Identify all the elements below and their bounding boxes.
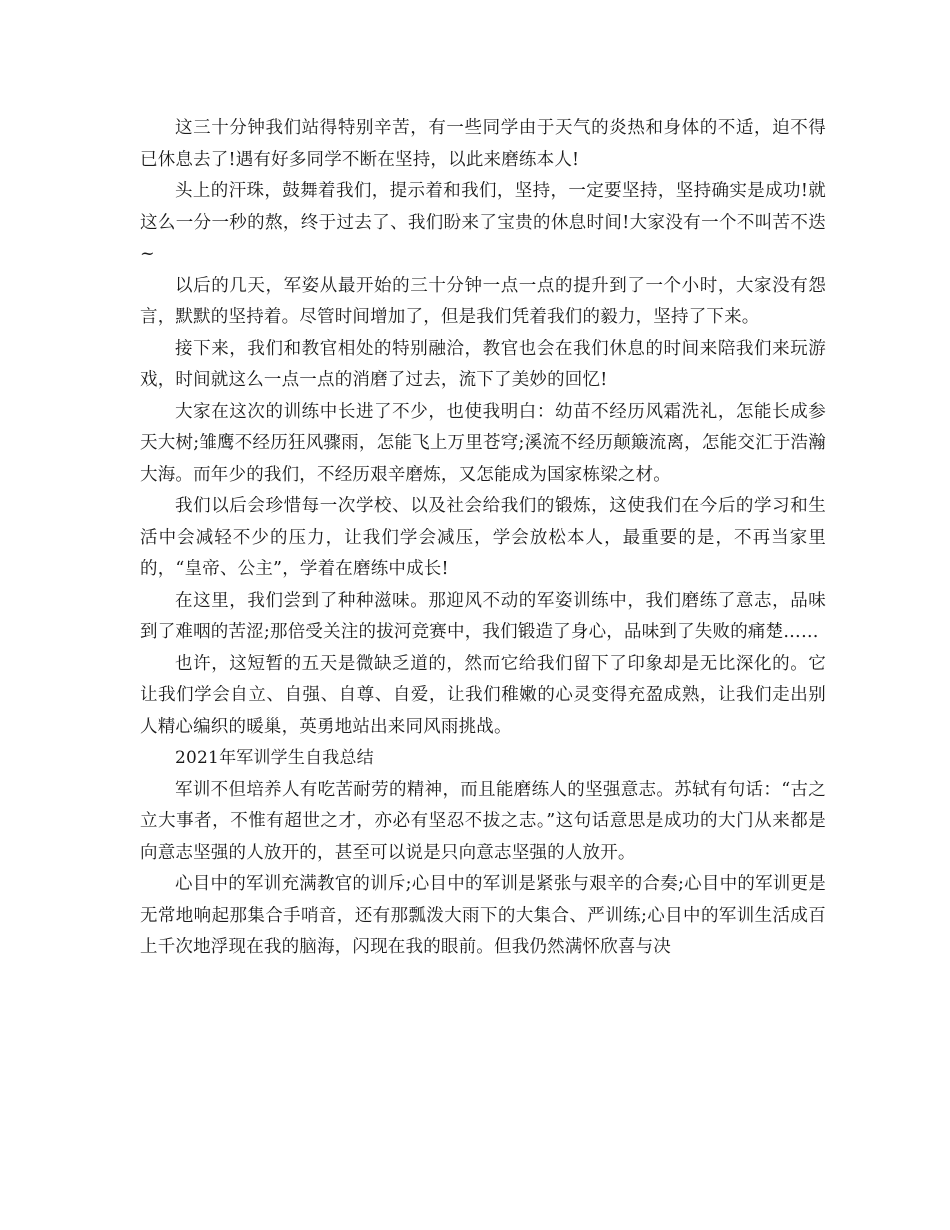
paragraph: 心目中的军训充满教官的训斥;心目中的军训是紧张与艰辛的合奏;心目中的军训更是无常地响起那集合手哨音，还有那瓢泼大雨下的大集合、严训练;心目中的军训生活成百上千次地浮现在我的脑海，闪现在我的眼前。但我仍然满怀欣喜与决 bbox=[140, 874, 826, 957]
paragraph: 以后的几天，军姿从最开始的三十分钟一点一点的提升到了一个小时，大家没有怨言，默默的坚持着。尽管时间增加了，但是我们凭着我们的毅力，坚持了下来。 bbox=[140, 275, 826, 327]
document-body bbox=[140, 113, 826, 964]
paragraph: 这三十分钟我们站得特别辛苦，有一些同学由于天气的炎热和身体的不适，迫不得已休息去了!遇有好多同学不断在坚持，以此来磨练本人! bbox=[140, 118, 826, 170]
paragraph: 我们以后会珍惜每一次学校、以及社会给我们的锻炼，这使我们在今后的学习和生活中会减轻不少的压力，让我们学会减压，学会放松本人，最重要的是，不再当家里的，“皇帝、公主”，学着在磨练中成长! bbox=[140, 496, 826, 579]
paragraph: 大家在这次的训练中长进了不少，也使我明白：幼苗不经历风霜洗礼，怎能长成参天大树;雏鹰不经历狂风骤雨，怎能飞上万里苍穹;溪流不经历颠簸流离，怎能交汇于浩瀚大海。而年少的我们，不经历艰辛磨炼，又怎能成为国家栋梁之材。 bbox=[140, 401, 826, 485]
section-title: 2021年军训学生自我总结 bbox=[175, 748, 374, 768]
paragraph: 头上的汗珠，鼓舞着我们，提示着和我们，坚持，一定要坚持，坚持确实是成功!就这么一分一秒的熬，终于过去了、我们盼来了宝贵的休息时间!大家没有一个不叫苦不迭~ bbox=[140, 181, 826, 264]
paragraph: 在这里，我们尝到了种种滋味。那迎风不动的军姿训练中，我们磨练了意志，品味到了难咽的苦涩;那倍受关注的拔河竞赛中，我们锻造了身心，品味到了失败的痛楚…… bbox=[140, 590, 826, 642]
paragraph: 接下来，我们和教官相处的特别融洽，教官也会在我们休息的时间来陪我们来玩游戏，时间就这么一点一点的消磨了过去，流下了美妙的回忆! bbox=[140, 338, 826, 390]
paragraph: 军训不但培养人有吃苦耐劳的精神，而且能磨练人的坚强意志。苏轼有句话：“古之立大事者，不惟有超世之才，亦必有坚忍不拔之志。”这句话意思是成功的大门从来都是向意志坚强的人放开的，甚至可以说是只向意志坚强的人放开。 bbox=[140, 779, 826, 863]
paragraph: 也许，这短暂的五天是微缺乏道的，然而它给我们留下了印象却是无比深化的。它让我们学会自立、自强、自尊、自爱，让我们稚嫩的心灵变得充盈成熟，让我们走出别人精心编织的暖巢，英勇地站出来同风雨挑战。 bbox=[140, 653, 826, 737]
